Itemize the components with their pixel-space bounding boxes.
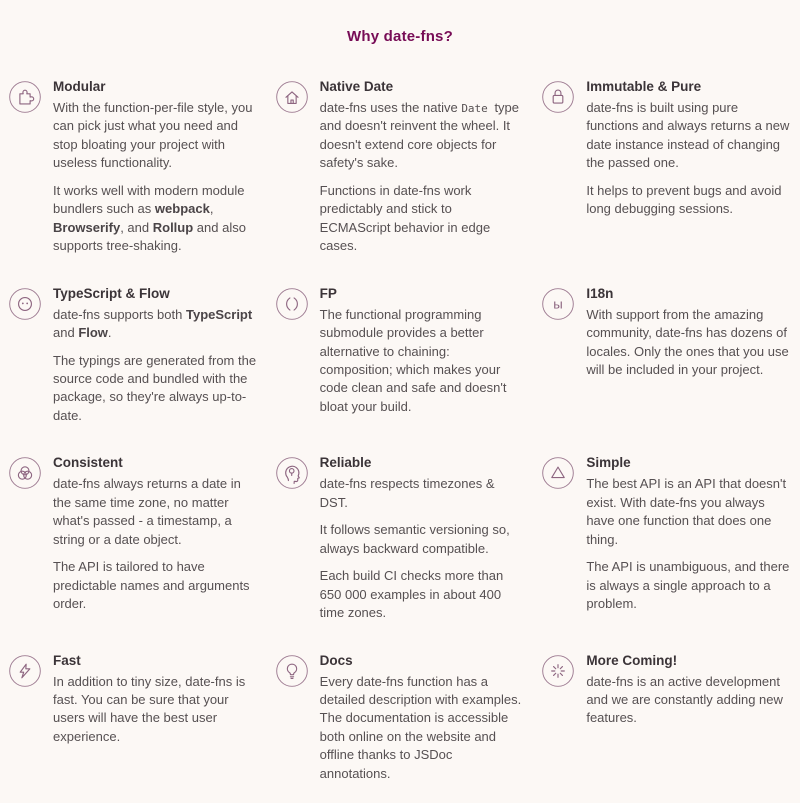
feature-block (8, 79, 259, 256)
feature-title: FP (319, 285, 337, 301)
feature-title: Reliable (319, 455, 372, 471)
feature-paragraph: It helps to prevent bugs and avoid long debugging sessions. (586, 182, 782, 217)
feature-paragraph: Every date-fns function has a detailed description with examples. The documentation is accessible both online on the website and offline thanks to JSDoc annotations. (319, 673, 522, 781)
feature-title: Immutable & Pure (586, 79, 702, 94)
feature-block (275, 79, 526, 256)
feature-description (586, 99, 792, 219)
feature-paragraph: Functions in date-fns work predictably and stick to ECMAScript behavior in edge cases. (319, 182, 491, 254)
feature-title: I18n (586, 285, 614, 301)
feature-paragraph: The typings are generated from the source code and bundled with the package, so they're always up-to-date. (53, 352, 257, 423)
spinner-icon (541, 654, 575, 688)
feature-description (320, 673, 526, 784)
lightbulb-icon (275, 654, 309, 688)
feature-title: Docs (319, 652, 353, 668)
lightning-icon (8, 654, 42, 688)
feature-paragraph: It follows semantic versioning so, always backward compatible. (319, 522, 510, 556)
feature-paragraph: The API is unambiguous, and there is always a single approach to a problem. (586, 559, 790, 612)
feature-title: Consistent (53, 455, 123, 471)
venn-circles-icon (8, 456, 42, 490)
page-title: Why date-fns? (347, 28, 453, 45)
feature-paragraph: date-fns is built using pure functions and always returns a new date instance instead of changing the passed one. (586, 100, 790, 171)
feature-paragraph: It works well with modern module bundlers such as webpack, Browserify, and Rollup and also supports tree-shaking. (53, 182, 246, 254)
feature-title: Simple (586, 455, 631, 471)
feature-title: Modular (53, 79, 106, 94)
feature-paragraph: In addition to tiny size, date-fns is fast. You can be sure that your users will have the best user experience. (53, 673, 246, 744)
cyrillic-yery-icon (541, 287, 575, 321)
features-grid (8, 79, 792, 783)
feature-description (53, 306, 259, 426)
feature-title: TypeScript & Flow (53, 285, 170, 301)
feature-paragraph: date-fns respects timezones & DST. (319, 476, 495, 510)
feature-description (53, 673, 259, 747)
feature-block (8, 653, 259, 784)
lock-icon (541, 80, 575, 114)
feature-description (320, 475, 526, 622)
feature-title: Fast (53, 652, 81, 668)
feature-paragraph: date-fns uses the native Date type and doesn't reinvent the wheel. It doesn't extend core objects for safety's sake. (319, 100, 520, 171)
feature-description (586, 475, 792, 613)
feature-title: More Coming! (586, 652, 678, 668)
puzzle-icon (8, 80, 42, 114)
feature-description (586, 673, 792, 728)
feature-paragraph: With the function-per-file style, you can pick just what you need and stop bloating your project with useless functionality. (53, 100, 253, 171)
feature-paragraph: The API is tailored to have predictable names and arguments order. (53, 559, 250, 612)
feature-paragraph: Each build CI checks more than 650 000 examples in about 400 time zones. (319, 568, 504, 621)
svg-text:ы: ы (553, 295, 564, 311)
triangle-icon (541, 456, 575, 490)
feature-description (320, 99, 526, 256)
feature-block (8, 286, 259, 426)
feature-paragraph: date-fns is an active development and we are constantly adding new features. (586, 673, 783, 726)
feature-title: Native Date (319, 79, 394, 94)
feature-paragraph: date-fns always returns a date in the same time zone, no matter what's passed - a timestamp, a string or a date object. (53, 476, 241, 547)
feature-description (586, 306, 792, 380)
feature-paragraph: With support from the amazing community, date-fns has dozens of locales. Only the ones that you use will be included in your project. (586, 306, 789, 377)
feature-block (275, 653, 526, 784)
feature-paragraph: The best API is an API that doesn't exist. With date-fns you always have one function that does one thing. (586, 476, 787, 547)
feature-block (275, 286, 526, 426)
feature-description (320, 306, 526, 417)
feature-description (53, 475, 259, 613)
feature-paragraph: The functional programming submodule provides a better alternative to chaining: composition; which makes your code clean and safe and doesn't bloat your build. (319, 306, 507, 414)
feature-block (541, 286, 792, 426)
feature-description (53, 99, 259, 256)
feature-block (541, 455, 792, 622)
home-icon (275, 80, 309, 114)
face-dots-icon (8, 287, 42, 321)
feature-block (541, 79, 792, 256)
feature-paragraph: date-fns supports both TypeScript and Flow. (53, 306, 253, 341)
feature-block (541, 653, 792, 784)
feature-block (8, 455, 259, 622)
parentheses-icon (275, 287, 309, 321)
head-idea-icon (275, 456, 309, 490)
feature-block (275, 455, 526, 622)
